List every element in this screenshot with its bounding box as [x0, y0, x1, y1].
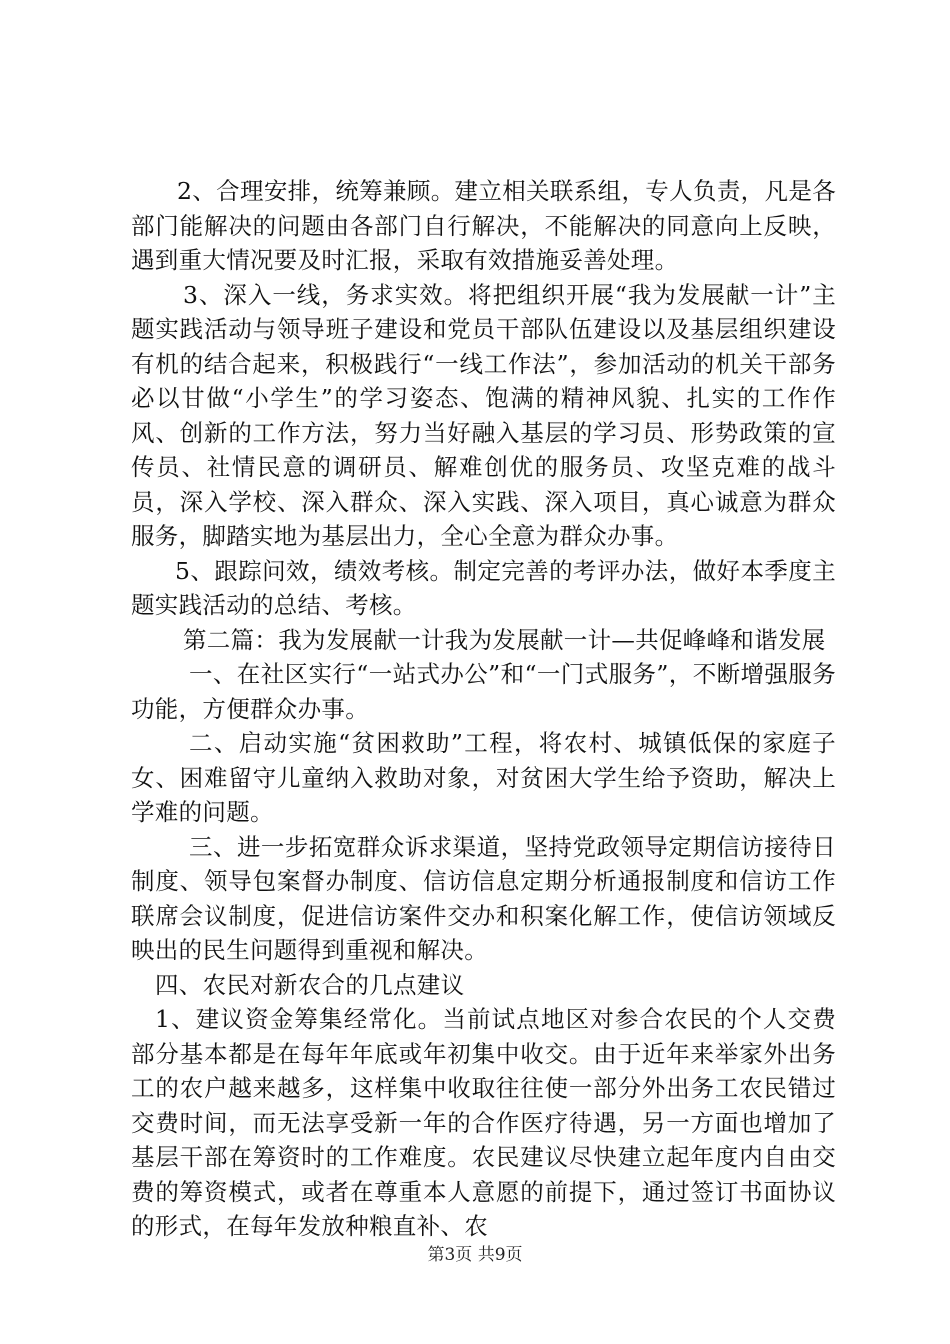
paragraph-point-two: 二、启动实施“贫困救助”工程，将农村、城镇低保的家庭子女、困难留守儿童纳入救助对象，对贫困大学生给予资助，解决上学难的问题。: [131, 729, 836, 826]
paragraph-point-one: 一、在社区实行“一站式办公”和“一门式服务”，不断增强服务功能，方便群众办事。: [131, 660, 836, 723]
paragraph-frontline: 3、深入一线，务求实效。将把组织开展“我为发展献一计”主题实践活动与领导班子建设和党员干部队伍建设以及基层组织建设有机的结合起来，积极践行“一线工作法”，参加活动的机关干部务必以甘做“小学生”的学习姿态、饱满的精神风貌、扎实的工作作风、创新的工作方法，努力当好融入基层的学习员、形势政策的宣传员、社情民意的调研员、解难创优的服务员、攻坚克难的战斗员，深入学校、深入群众、深入实践、深入项目，真心诚意为群众服务，脚踏实地为基层出力，全心全意为群众办事。: [131, 280, 836, 550]
paragraph-suggestion-one: 1、建议资金筹集经常化。当前试点地区对参合农民的个人交费部分基本都是在每年年底或年初集中收交。由于近年来举家外出务工的农户越来越多，这样集中收取往往使一部分外出务工农民错过交费时间，而无法享受新一年的合作医疗待遇，另一方面也增加了基层干部在筹资时的工作难度。农民建议尽快建立起年度内自由交费的筹资模式，或者在尊重本人意愿的前提下，通过签订书面协议的形式，在每年发放种粮直补、农: [131, 1005, 836, 1240]
paragraph-tracking: 5、跟踪问效，绩效考核。制定完善的考评办法，做好本季度主题实践活动的总结、考核。: [131, 556, 836, 619]
page-number-footer: 第3页 共9页: [427, 1245, 523, 1265]
section-heading-second: 第二篇：我为发展献一计我为发展献一计—共促峰峰和谐发展: [183, 625, 826, 654]
paragraph-point-four: 四、农民对新农合的几点建议: [155, 970, 465, 999]
document-body: [131, 174, 836, 1244]
paragraph-arrangement: 2、合理安排，统筹兼顾。建立相关联系组，专人负责，凡是各部门能解决的问题由各部门自行解决，不能解决的同意向上反映，遇到重大情况要及时汇报，采取有效措施妥善处理。: [131, 177, 836, 274]
paragraph-point-three: 三、进一步拓宽群众诉求渠道，坚持党政领导定期信访接待日制度、领导包案督办制度、信访信息定期分析通报制度和信访工作联席会议制度，促进信访案件交办和积案化解工作，使信访领域反映出的民生问题得到重视和解决。: [131, 832, 836, 964]
